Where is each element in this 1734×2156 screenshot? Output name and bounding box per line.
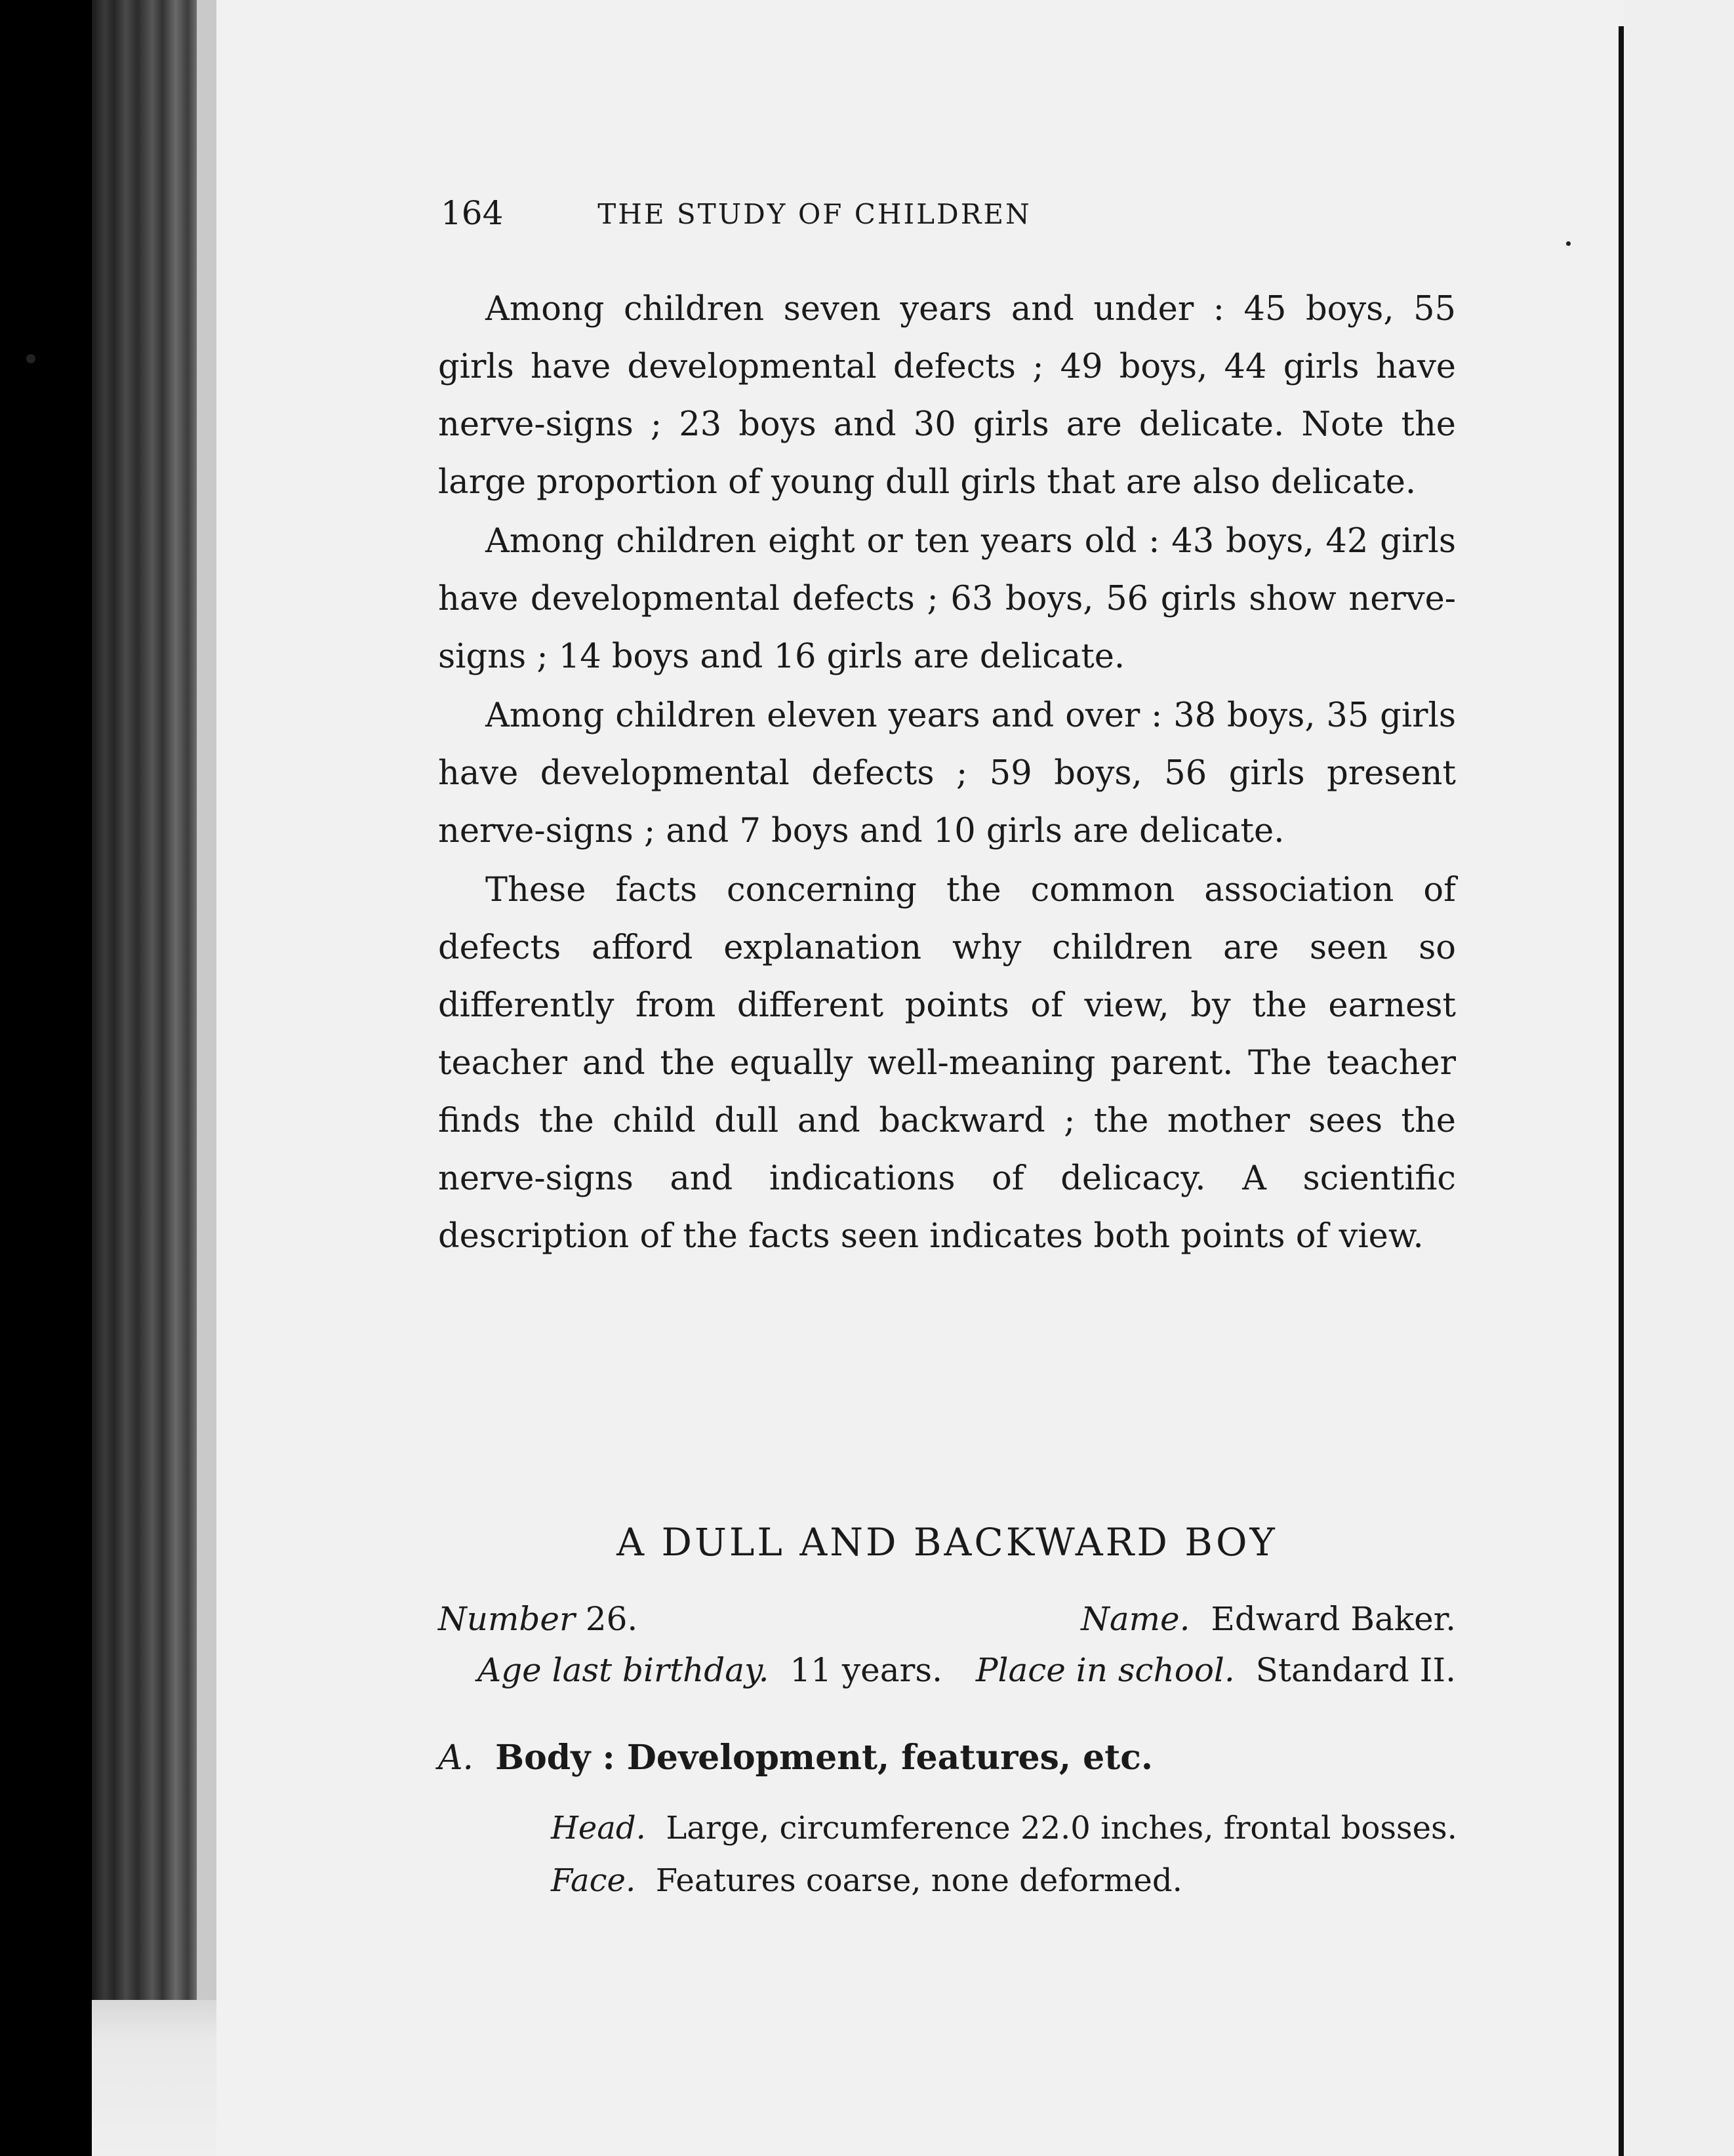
place-label: Place in school.: [975, 1651, 1235, 1689]
name-value: Edward Baker.: [1211, 1600, 1456, 1638]
face-text: Features coarse, none deformed.: [655, 1862, 1182, 1899]
paragraph: Among children eleven years and over : 38 boys, 35 girls have developmental defects ; 59 boys, 56 girls present nerve-signs ; and 7 boys and 10 girls are delicate.: [438, 696, 1456, 850]
paragraph: Among children seven years and under : 45 boys, 55 girls have developmental defects ; 49 boys, 44 girls have nerve-signs ; 23 boys and 30 girls are delicate. Note the large proportion of young dull girls that are also delicate.: [438, 290, 1456, 502]
name-field: [1081, 1600, 1456, 1638]
facing-page-edge-line: [1619, 26, 1624, 2156]
body-text: [438, 281, 1456, 1267]
record-row-number-name: [438, 1600, 1456, 1651]
part-a-heading: [438, 1738, 1456, 1778]
number-field: [438, 1600, 637, 1638]
place-field: [976, 1651, 1456, 1689]
head-label: Head.: [551, 1810, 646, 1847]
paragraph: Among children eight or ten years old : 43 boys, 42 girls have developmental defects ; 63 boys, 56 girls show nerve-signs ; 14 boys and 16 girls are delicate.: [438, 522, 1456, 676]
head-text: Large, circumference 22.0 inches, frontal bosses.: [666, 1810, 1457, 1847]
head-entry: [551, 1810, 1456, 1847]
case-record: [438, 1600, 1456, 1702]
running-head: [441, 194, 1188, 240]
number-label: Number: [438, 1600, 575, 1638]
face-entry: [551, 1862, 1456, 1899]
place-value: Standard II.: [1255, 1651, 1456, 1689]
part-letter: A.: [438, 1738, 474, 1778]
face-label: Face.: [551, 1862, 636, 1899]
part-title: Body : Development, features, etc.: [495, 1738, 1153, 1778]
facing-page-strip: [1624, 0, 1734, 2156]
number-value: 26.: [585, 1600, 638, 1638]
record-row-age-place: [438, 1651, 1456, 1702]
scan-speck: [1566, 241, 1571, 246]
paragraph: These facts concerning the common association of defects afford explanation why children are seen so differently from different points of view, by the earnest teacher and the equally well-meaning parent. The teacher finds the child dull and backward ; the mother sees the nerve-signs and indications of delicacy. A scientific description of the facts seen indicates both points of view.: [438, 871, 1456, 1256]
age-label: Age last birthday.: [477, 1651, 769, 1689]
name-label: Name.: [1081, 1600, 1190, 1638]
age-value: 11 years.: [790, 1651, 942, 1689]
scan-speck: [26, 354, 35, 363]
page-number: 164: [441, 194, 504, 232]
section-heading: A DULL AND BACKWARD BOY: [616, 1520, 1278, 1565]
age-field: [477, 1651, 942, 1689]
running-title: THE STUDY OF CHILDREN: [597, 198, 1032, 230]
page-left-margin-strip: [197, 0, 216, 2000]
